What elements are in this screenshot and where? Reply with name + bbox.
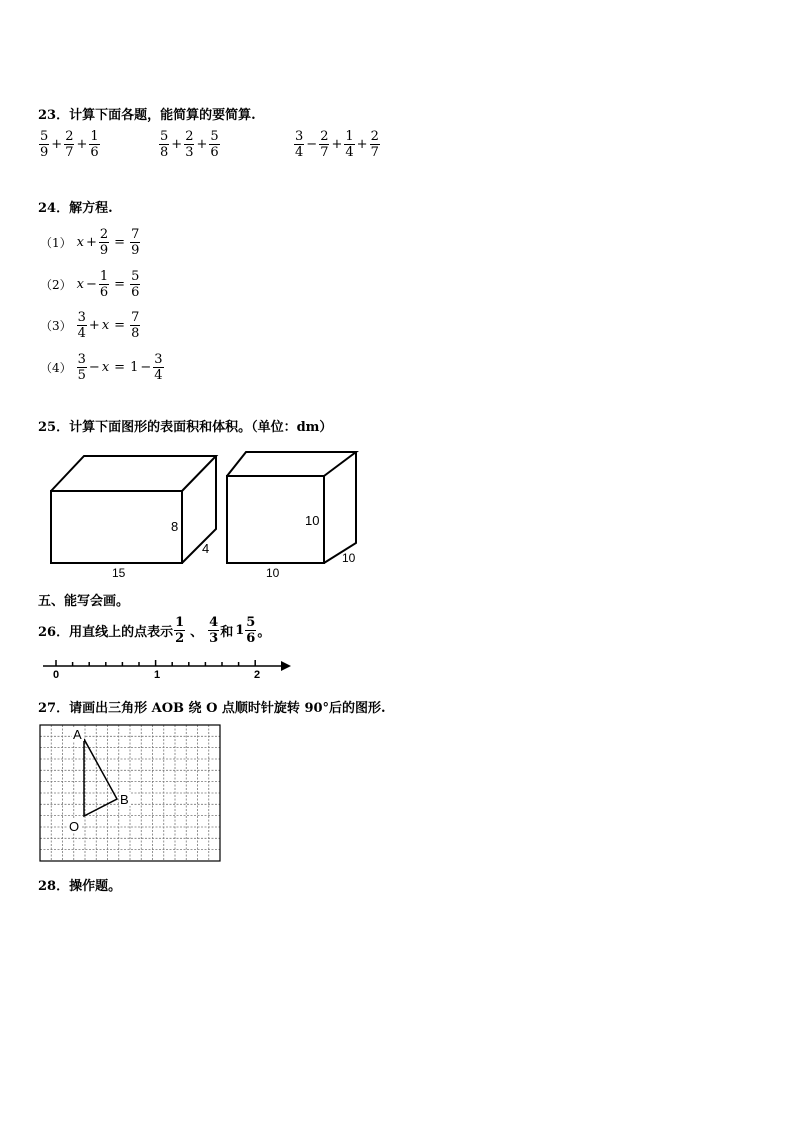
- variable-x: x: [101, 318, 110, 333]
- tick-label-0: 0: [53, 669, 60, 681]
- q24-title: 24．解方程.: [38, 201, 113, 216]
- fraction: $\frac{3}{4}$: [295, 129, 304, 160]
- operator: 1: [130, 360, 139, 375]
- q27-title: 27．请画出三角形 AOB 绕 O 点顺时针旋转 90°后的图形.: [38, 701, 386, 716]
- operator: +: [171, 137, 183, 152]
- equation-label: （4）: [40, 361, 72, 375]
- variable-x: x: [101, 360, 110, 375]
- cuboid-2: [227, 452, 356, 563]
- q28-title: 28．操作题。: [38, 879, 122, 894]
- fraction: $\frac{2}{7}$: [65, 129, 74, 160]
- fraction: $\frac{5}{6}$: [131, 269, 140, 300]
- cuboid-2-depth-label: 10: [342, 551, 356, 565]
- q26-title: [38, 616, 270, 645]
- fraction: $\frac{3}{4}$: [77, 310, 86, 341]
- q23-title: 23．计算下面各题，能简算的要简算.: [38, 108, 256, 123]
- fraction: $\frac{1}{6}$: [99, 269, 109, 300]
- point-b-label: B: [120, 792, 129, 807]
- equation-3: [40, 311, 141, 340]
- fraction: $\frac{2}{3}$: [185, 129, 194, 160]
- fraction-five-sixths: $\frac{5}{6}$: [246, 615, 256, 646]
- fraction: $\frac{5}{9}$: [40, 129, 49, 160]
- operator: −: [85, 277, 97, 292]
- operator: +: [76, 137, 88, 152]
- equation-label: （3）: [40, 319, 72, 333]
- fraction-four-thirds: $\frac{4}{3}$: [209, 615, 219, 646]
- operator: =: [114, 277, 126, 292]
- q23-expr-3: [293, 130, 381, 159]
- mixed-whole: 1: [235, 623, 245, 638]
- fraction: $\frac{1}{6}$: [90, 129, 99, 160]
- cuboid-1: [51, 456, 216, 563]
- cuboid-1-height-label: 8: [171, 519, 179, 534]
- operator: =: [114, 360, 126, 375]
- q25-title: 25．计算下面图形的表面积和体积。（单位：dm）: [38, 420, 333, 435]
- operator: −: [88, 360, 100, 375]
- fraction: $\frac{7}{8}$: [131, 310, 140, 341]
- fraction: $\frac{3}{4}$: [154, 352, 163, 383]
- fraction-half: $\frac{1}{2}$: [175, 615, 185, 646]
- cuboid-2-height-label: 10: [305, 513, 320, 528]
- number-line: [38, 655, 298, 685]
- tick-label-1: 1: [154, 669, 161, 681]
- equation-label: （2）: [40, 278, 72, 292]
- fraction: $\frac{5}{6}$: [210, 129, 219, 160]
- operator: =: [114, 318, 126, 333]
- tick-label-2: 2: [254, 669, 261, 681]
- fraction: $\frac{5}{8}$: [160, 129, 169, 160]
- operator: −: [140, 360, 152, 375]
- q26-and: 和: [220, 625, 234, 640]
- fraction: $\frac{7}{9}$: [131, 227, 140, 258]
- equation-4: [40, 353, 165, 382]
- cuboid-1-length-label: 15: [112, 566, 126, 580]
- q26-prefix: 26．用直线上的点表示: [38, 625, 174, 640]
- point-a-label: A: [73, 727, 82, 742]
- operator: +: [356, 137, 368, 152]
- operator: +: [51, 137, 63, 152]
- cuboid-figures: [38, 445, 368, 585]
- cuboid-2-length-label: 10: [266, 566, 280, 580]
- arrow-right-icon: [281, 661, 291, 671]
- equation-1: [40, 228, 141, 257]
- operator: +: [331, 137, 343, 152]
- equation-2: [40, 270, 141, 299]
- point-o-label: O: [69, 819, 80, 834]
- fraction: $\frac{2}{9}$: [99, 227, 109, 258]
- operator: +: [196, 137, 208, 152]
- variable-x: x: [76, 235, 84, 250]
- cuboid-1-depth-label: 4: [202, 541, 210, 556]
- section-5-title: 五、能写会画。: [38, 594, 130, 609]
- fraction: $\frac{2}{7}$: [320, 129, 329, 160]
- grid-figure: [39, 724, 223, 864]
- operator: +: [88, 318, 100, 333]
- operator: =: [114, 235, 126, 250]
- fraction: $\frac{3}{5}$: [77, 352, 86, 383]
- q26-end: 。: [257, 625, 271, 640]
- equation-label: （1）: [40, 236, 72, 250]
- fraction: $\frac{1}{4}$: [345, 129, 354, 160]
- q23-expr-2: [158, 130, 221, 159]
- operator: −: [306, 137, 318, 152]
- q26-sep: 、: [190, 625, 204, 640]
- q23-expr-1: [38, 130, 101, 159]
- variable-x: x: [76, 277, 84, 292]
- operator: +: [85, 235, 97, 250]
- fraction: $\frac{2}{7}$: [370, 129, 379, 160]
